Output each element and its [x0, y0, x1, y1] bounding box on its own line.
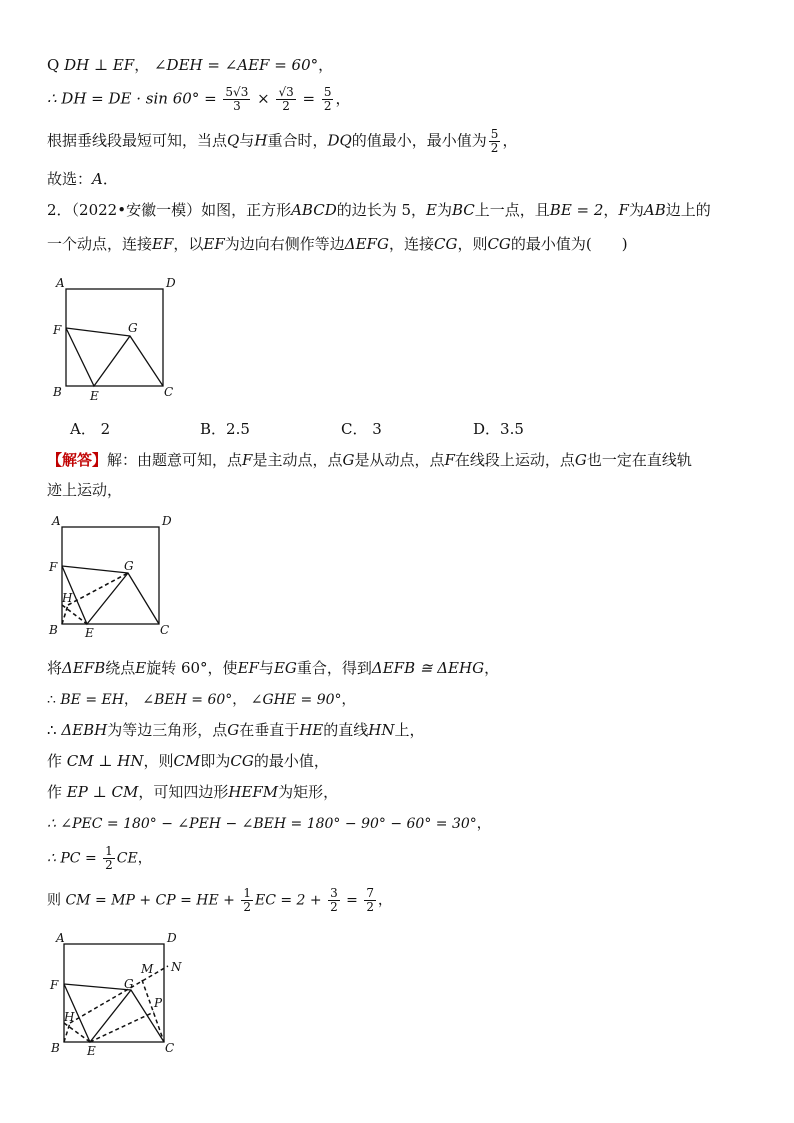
- label-m: M: [141, 962, 154, 976]
- fraction-7-2: [364, 887, 376, 914]
- comma: ，: [378, 892, 393, 909]
- comma: ，: [603, 201, 619, 219]
- label-g: G: [124, 977, 134, 991]
- option-label: D．: [473, 420, 501, 438]
- var-ab: AB: [643, 201, 666, 219]
- fraction-5sqrt3-3: [223, 86, 250, 113]
- period: ．: [102, 170, 118, 188]
- text: 是从动点，点: [354, 451, 445, 469]
- option-label: C．: [341, 420, 368, 438]
- fraction-1-2: [103, 845, 115, 872]
- comma: ，: [232, 692, 251, 708]
- equals: =: [341, 892, 363, 909]
- step-equilateral: [47, 719, 425, 741]
- text: 则: [47, 892, 66, 909]
- step-cm-perp: [47, 750, 329, 772]
- since-symbol: Q: [47, 56, 65, 74]
- var-hefm: HEFM: [228, 783, 279, 801]
- comma: ，: [137, 850, 152, 867]
- label-d: D: [166, 276, 176, 290]
- option-b: [200, 418, 250, 439]
- math-pc: ∴ PC =: [47, 850, 102, 867]
- var-g: G: [342, 451, 355, 469]
- math-be-eh: BE = EH: [60, 692, 124, 708]
- solution-line-2: [47, 479, 122, 501]
- var-cg: CG: [433, 235, 458, 253]
- fraction-5-2: [489, 128, 501, 155]
- option-value: 2: [100, 420, 111, 438]
- var-dq: DQ: [327, 131, 352, 150]
- comma: ，: [484, 659, 500, 677]
- text: 为: [436, 201, 452, 219]
- math-be: BE = 2: [549, 201, 604, 219]
- fraction-3-2: [328, 887, 340, 914]
- math-angle-pec: ∴ ∠PEC = 180° − ∠PEH − ∠BEH = 180° − 90° − 60° = 30°: [47, 816, 477, 832]
- dashed-ep: [90, 1012, 154, 1042]
- var-f: F: [444, 451, 455, 469]
- var-cg: CG: [230, 752, 254, 770]
- option-a: [70, 418, 110, 439]
- text: 将: [47, 659, 63, 677]
- var-ef: EF: [237, 659, 259, 677]
- math-angle-beh: ∠BEH = 60°: [142, 692, 233, 708]
- denominator: 2: [282, 99, 290, 113]
- text: 为: [628, 201, 644, 219]
- step-rotate: [47, 657, 499, 679]
- denominator: 2: [490, 141, 499, 155]
- dashed-line-hn: [70, 966, 168, 1023]
- math-cm-perp-hn: CM ⊥ HN: [66, 752, 144, 770]
- text: 为边向右侧作等边: [224, 235, 345, 253]
- label-n: N: [171, 960, 182, 974]
- math-ep-perp-cm: EP ⊥ CM: [66, 783, 139, 801]
- solution-line-1: [47, 449, 692, 471]
- label-b: B: [51, 1041, 60, 1055]
- text: 边上的: [665, 201, 711, 219]
- label-h: H: [62, 591, 73, 605]
- var-e: E: [426, 201, 437, 219]
- text: ，连接: [388, 235, 434, 253]
- label-c: C: [165, 1041, 175, 1055]
- text: ，以: [173, 235, 204, 253]
- text: 作: [47, 783, 67, 801]
- text: 即为: [200, 752, 231, 770]
- text: 的最小值为( ): [510, 235, 628, 253]
- line-dh-perp: [47, 54, 333, 76]
- var-ef: EF: [203, 235, 225, 253]
- dashed-hg: [68, 573, 128, 605]
- label-b: B: [53, 385, 62, 399]
- label-f: F: [49, 560, 58, 574]
- var-eg: EG: [273, 659, 297, 677]
- label-h: H: [64, 1010, 75, 1024]
- label-e: E: [85, 626, 94, 640]
- var-g: G: [574, 451, 587, 469]
- numerator: 7: [366, 886, 375, 900]
- text: 2．（2022•安徽一模）如图，正方形: [47, 201, 292, 219]
- question-2-line-2: [47, 233, 628, 255]
- comma: ，: [502, 131, 518, 150]
- denominator: 2: [243, 900, 251, 914]
- label-g: G: [124, 559, 134, 573]
- step-pc: [47, 845, 152, 872]
- denominator: 3: [233, 99, 241, 113]
- math-ec: EC = 2 +: [254, 892, 327, 909]
- denominator: 2: [105, 858, 113, 872]
- var-bc: BC: [452, 201, 475, 219]
- var-efg: ΔEFG: [344, 235, 389, 253]
- figure-1-square: [48, 272, 188, 406]
- numerator: 5: [323, 85, 332, 99]
- text: 是主动点，点: [252, 451, 343, 469]
- segment-fgc: [64, 984, 164, 1042]
- var-he: HE: [299, 721, 324, 739]
- text: 作: [47, 752, 67, 770]
- text: 与: [239, 131, 255, 150]
- label-f: F: [53, 323, 62, 337]
- label-a: A: [56, 276, 65, 290]
- label-c: C: [160, 623, 170, 637]
- line-dh-value: [47, 86, 351, 113]
- line-answer: [47, 168, 118, 190]
- figure-2-rotation: [46, 510, 186, 644]
- option-value: 3.5: [500, 420, 524, 438]
- numerator: 5: [490, 127, 499, 141]
- comma: ，: [341, 692, 356, 708]
- var-f: F: [242, 451, 253, 469]
- square-abcd: [64, 944, 164, 1042]
- comma: ，: [476, 816, 491, 832]
- text: 绕点: [105, 659, 136, 677]
- therefore: ∴: [47, 721, 62, 739]
- answer-letter: A: [92, 170, 103, 188]
- text: 故选：: [47, 170, 93, 188]
- text: 与: [258, 659, 274, 677]
- text: 上，: [394, 721, 425, 739]
- math-dh-expr: ∴ DH = DE · sin 60° =: [47, 89, 222, 108]
- therefore: ∴: [47, 692, 61, 708]
- numerator: √3: [278, 85, 294, 99]
- math-cm-sum: CM = MP + CP = HE +: [65, 892, 240, 909]
- text: 为矩形，: [278, 783, 339, 801]
- figure-3-construction: [46, 928, 196, 1062]
- text: 在垂直于: [239, 721, 300, 739]
- step-ep-perp: [47, 781, 338, 803]
- step-be-eh: [47, 689, 356, 711]
- triangle-efg-sides: [66, 328, 130, 386]
- label-e: E: [90, 389, 99, 403]
- comma: ，: [335, 89, 351, 108]
- text: 重合，得到: [296, 659, 372, 677]
- option-label: A．: [70, 420, 96, 438]
- text: 根据垂线段最短可知，当点: [47, 131, 228, 150]
- times: ×: [252, 89, 275, 108]
- label-p: P: [154, 996, 163, 1010]
- comma: ，: [318, 56, 334, 74]
- var-abcd: ABCD: [291, 201, 337, 219]
- text: 重合时，: [267, 131, 328, 150]
- text: 解：由题意可知，点: [107, 451, 243, 469]
- var-ef: EF: [152, 235, 174, 253]
- numerator: 3: [330, 886, 338, 900]
- dashed-bh: [64, 1023, 70, 1042]
- label-d: D: [167, 931, 177, 945]
- equals: =: [297, 89, 320, 108]
- text: 的直线: [323, 721, 369, 739]
- label-d: D: [162, 514, 172, 528]
- option-value: 3: [372, 420, 382, 438]
- var-hn: HN: [368, 721, 395, 739]
- text: 为等边三角形，点: [107, 721, 228, 739]
- numerator: 1: [105, 844, 113, 858]
- var-e: E: [135, 659, 147, 677]
- text: 旋转 60°，使: [146, 659, 238, 677]
- var-g: G: [227, 721, 240, 739]
- comma: ，: [123, 692, 143, 708]
- step-cm-value: [47, 887, 392, 914]
- math-congruence: ΔEFB ≅ ΔEHG: [371, 659, 485, 677]
- text: 一个动点，连接: [47, 235, 153, 253]
- label-a: A: [56, 931, 65, 945]
- math-angle-deh: ∠DEH = ∠AEF = 60°: [153, 56, 319, 74]
- var-cm: CM: [173, 752, 201, 770]
- dashed-bh: [62, 605, 68, 624]
- text: ，则: [457, 235, 488, 253]
- var-q: Q: [227, 131, 240, 150]
- text: ，则: [143, 752, 174, 770]
- math-dh-perp-ef: DH ⊥ EF: [64, 56, 135, 74]
- denominator: 2: [323, 99, 332, 113]
- fraction-sqrt3-2: [276, 86, 295, 113]
- numerator: 1: [243, 886, 251, 900]
- text: 也一定在直线轨: [586, 451, 692, 469]
- text: 的最小值，: [253, 752, 329, 770]
- square-abcd: [62, 527, 159, 624]
- label-e: E: [87, 1044, 96, 1058]
- var-h: H: [254, 131, 268, 150]
- var-ebh: ΔEBH: [61, 721, 108, 739]
- text: 的边长为 5，: [336, 201, 427, 219]
- fraction-1-2: [241, 887, 253, 914]
- denominator: 2: [366, 900, 375, 914]
- option-value: 2.5: [226, 420, 250, 438]
- label-c: C: [164, 385, 174, 399]
- comma: ，: [134, 56, 154, 74]
- line-conclusion: [47, 128, 517, 155]
- fraction-5-2: [322, 86, 334, 113]
- var-f: F: [618, 201, 629, 219]
- text: 在线段上运动，点: [454, 451, 575, 469]
- solution-tag: 【解答】: [47, 451, 108, 469]
- option-label: B．: [200, 420, 227, 438]
- label-g: G: [128, 321, 138, 335]
- option-c: [341, 418, 382, 439]
- square-abcd: [66, 289, 163, 386]
- dashed-cm: [142, 980, 164, 1042]
- question-2-line-1: [47, 199, 711, 221]
- step-angle-pec: [47, 813, 491, 835]
- var-ce: CE: [116, 850, 138, 867]
- label-b: B: [49, 623, 58, 637]
- denominator: 2: [330, 900, 338, 914]
- text: 迹上运动，: [47, 481, 123, 499]
- option-d: [473, 418, 524, 439]
- text: 上一点，且: [474, 201, 550, 219]
- var-efb: ΔEFB: [62, 659, 106, 677]
- text: ，可知四边形: [138, 783, 229, 801]
- label-a: A: [52, 514, 61, 528]
- var-cg: CG: [487, 235, 511, 253]
- math-angle-ghe: ∠GHE = 90°: [250, 692, 342, 708]
- numerator: 5√3: [225, 85, 249, 99]
- text: 的值最小，最小值为: [351, 131, 487, 150]
- label-f: F: [50, 978, 59, 992]
